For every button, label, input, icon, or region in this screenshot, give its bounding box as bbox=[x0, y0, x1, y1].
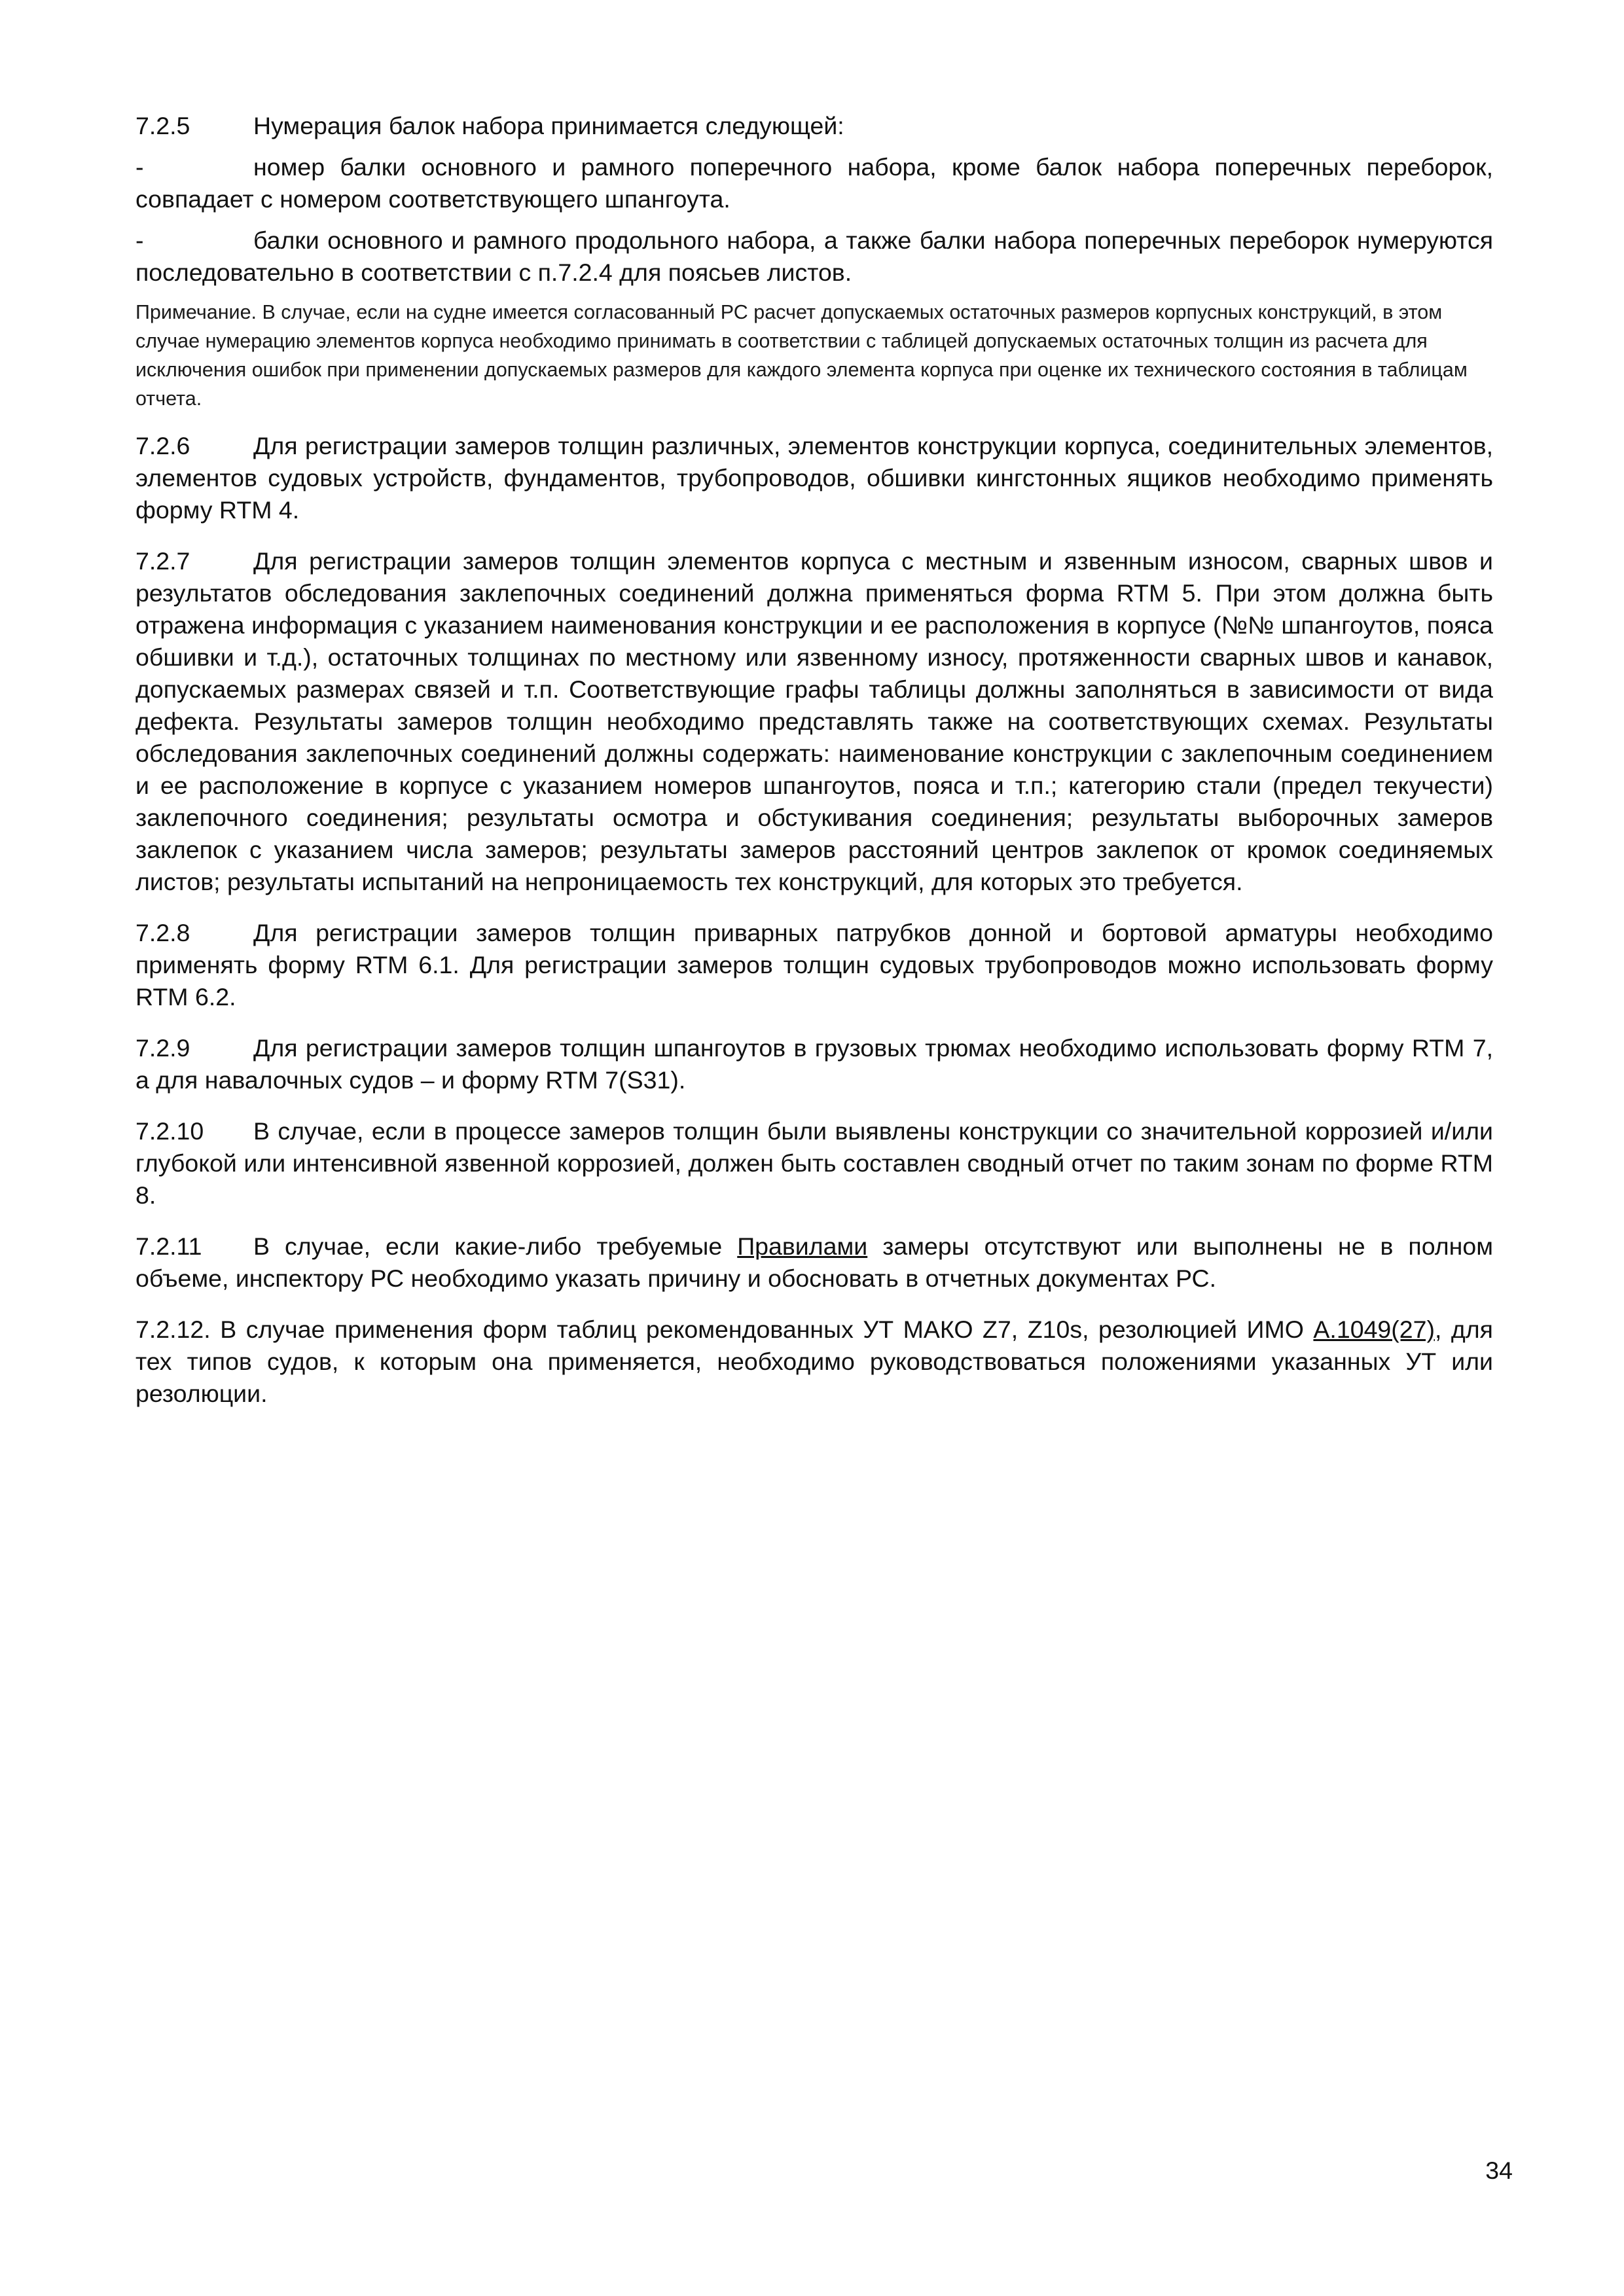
section-number: 7.2.11 bbox=[135, 1232, 202, 1260]
note-paragraph: Примечание. В случае, если на судне имеется согласованный РС расчет допускаемых остаточных размеров корпусных конструкций, в этом случае нумерацию элементов корпуса необходимо принимать в соответствии с таблицей допускаемых остаточных толщин из расчета для исключения ошибок при применении допускаемых размеров для каждого элемента корпуса при оценке их технического состояния в таблицам отчета. bbox=[135, 301, 1468, 410]
bullet-text: номер балки основного и рамного поперечного набора, кроме балок набора поперечных переборок, совпадает с номером соответствующего шпангоута. bbox=[135, 153, 1493, 213]
document-body bbox=[135, 110, 1493, 1429]
section-text: В случае, если в процессе замеров толщин были выявлены конструкции со значительной коррозией и/или глубокой или интенсивной язвенной коррозией, должен быть составлен сводный отчет по таким зонам по форме RTM 8. bbox=[135, 1117, 1493, 1209]
bullet-dash: - bbox=[135, 153, 144, 181]
section-number: 7.2.9 bbox=[135, 1034, 190, 1062]
section-text: Для регистрации замеров толщин приварных патрубков донной и бортовой арматуры необходимо применять форму RTM 6.1. Для регистрации замеров толщин судовых трубопроводов можно использовать форму RTM 6.2. bbox=[135, 919, 1493, 1011]
section-text: Нумерация балок набора принимается следующей: bbox=[253, 112, 844, 139]
bullet-dash: - bbox=[135, 226, 144, 254]
section-number: 7.2.8 bbox=[135, 919, 190, 946]
section-7-2-11 bbox=[135, 1230, 1493, 1295]
section-text-start: В случае, если какие-либо требуемые bbox=[253, 1232, 738, 1260]
bullet-item bbox=[135, 224, 1493, 289]
resolution-link[interactable]: А.1049(27) bbox=[1313, 1316, 1435, 1343]
section-7-2-8 bbox=[135, 917, 1493, 1013]
section-7-2-12 bbox=[135, 1314, 1493, 1410]
rules-link[interactable]: Правилами bbox=[737, 1232, 868, 1260]
section-7-2-6 bbox=[135, 430, 1493, 526]
section-text: Для регистрации замеров толщин элементов корпуса с местным и язвенным износом, сварных швов и результатов обследования заклепочных соединений должна применяться форма RTM 5. При этом должна быть отражена информация с указанием наименования конструкции и ее расположения в корпусе (№№ шпангоутов, пояса обшивки и т.д.), остаточных толщинах по местному или язвенному износу, протяженности сварных швов и канавок, допускаемых размерах связей и т.п. Соответствующие графы таблицы должны заполняться в зависимости от вида дефекта. Результаты замеров толщин необходимо представлять также на соответствующих схемах. Результаты обследования заклепочных соединений должны содержать: наименование конструкции с заклепочным соединением и ее расположение в корпусе с указанием номеров шпангоутов, пояса и т.п.; категорию стали (предел текучести) заклепочного соединения; результаты осмотра и обстукивания соединения; результаты выборочных замеров заклепок с указанием числа замеров; результаты замеров расстояний центров заклепок от кромок соединяемых листов; результаты испытаний на непроницаемость тех конструкций, для которых это требуется. bbox=[135, 547, 1493, 895]
section-7-2-9 bbox=[135, 1032, 1493, 1096]
section-7-2-10 bbox=[135, 1115, 1493, 1211]
section-7-2-5 bbox=[135, 110, 1493, 142]
bullet-item bbox=[135, 151, 1493, 215]
section-text-end: , для тех типов судов, к которым она применяется, необходимо руководствоваться положениями указанных УТ или резолюции. bbox=[135, 1316, 1493, 1407]
section-text: Для регистрации замеров толщин различных, элементов конструкции корпуса, соединительных элементов, элементов судовых устройств, фундаментов, трубопроводов, обшивки кингстонных ящиков необходимо применять форму RTM 4. bbox=[135, 432, 1493, 524]
section-number: 7.2.10 bbox=[135, 1117, 204, 1145]
bullet-text: балки основного и рамного продольного набора, а также балки набора поперечных переборок нумеруются последовательно в соответствии с п.7.2.4 для поясьев листов. bbox=[135, 226, 1493, 286]
page-number: 34 bbox=[1485, 2157, 1513, 2184]
section-text-end: замеры отсутствуют или выполнены не в полном объеме, инспектору РС необходимо указать причину и обосновать в отчетных документах РС. bbox=[135, 1232, 1493, 1292]
section-text: Для регистрации замеров толщин шпангоутов в грузовых трюмах необходимо использовать форму RTM 7, а для навалочных судов – и форму RTM 7(S31). bbox=[135, 1034, 1493, 1094]
section-number: 7.2.7 bbox=[135, 547, 190, 575]
section-text-start: В случае применения форм таблиц рекомендованных УТ МАКО Z7, Z10s, резолюцией ИМО bbox=[210, 1316, 1314, 1343]
section-number: 7.2.6 bbox=[135, 432, 190, 459]
section-number: 7.2.12. bbox=[135, 1316, 211, 1343]
section-number: 7.2.5 bbox=[135, 112, 190, 139]
section-7-2-7 bbox=[135, 545, 1493, 898]
